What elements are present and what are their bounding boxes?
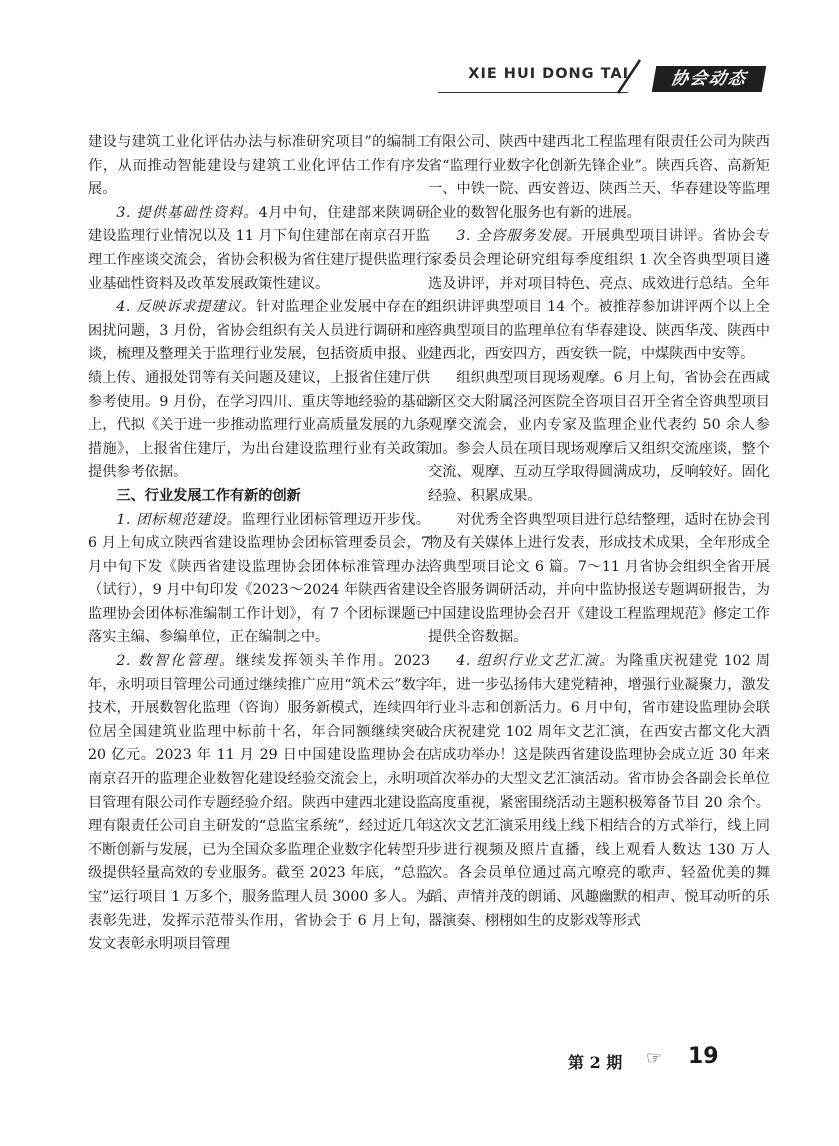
paragraph (428, 131, 770, 225)
header-title-cn: 协会动态 (652, 66, 767, 92)
header-slash-decoration (0, 0, 839, 120)
right-column (428, 131, 770, 933)
paragraph (88, 131, 430, 202)
header-title-en: XIE HUI DONG TAI (468, 66, 629, 82)
paragraph-text: 为隆重庆祝建党 102 周年，进一步弘扬伟大建党精神，增强行业凝聚力，激发行业斗志和创新活力。6 月中旬，省市建设监理协会联合庆祝建党 102 周年文艺汇演，在西安古都文化大酒店成功举办！这是陕西省建设监理协会成立近 30 年来首次举办的大型文艺汇演活动。省市协会各副会长单位高度重视，紧密围绕活动主题积极筹备节目 20 余个。这次文艺汇演采用线上线下相结合的方式举行，线上同步进行视频及照片直播，线上观看人数达 130 万人次。各会员单位通过高亢嘹亮的歌声、轻盈优美的舞蹈、声情并茂的朗诵、风趣幽默的相声、悦耳动听的乐器演奏、栩栩如生的皮影戏等形式 (428, 653, 771, 929)
left-column (88, 131, 430, 957)
paragraph-text: 对优秀全咨典型项目进行总结整理，适时在协会刊物及有关媒体上进行发表，形成技术成果，全年形成全咨典型项目论文 6 篇。7～11 月省协会组织全省开展全咨服务调研活动，并向中监协报送专题调研报告，为中国建设监理协会召开《建设工程监理规范》修定工作提供全咨数据。 (428, 511, 770, 646)
paragraph (88, 509, 430, 651)
section-heading (88, 485, 430, 509)
paragraph-text: 有限公司、陕西中建西北工程监理有限责任公司为陕西省“监理行业数字化创新先锋企业”。陕西兵咨、高新矩一、中铁一院、西安普迈、陕西兰天、华春建设等监理企业的数智化服务也有新的进展。 (428, 134, 770, 221)
paragraph-text: 针对监理企业发展中存在的困扰问题，3 月份，省协会组织有关人员进行调研和座谈，梳理及整理关于监理行业发展，包括资质申报、业绩上传、通报处罚等有关问题及建议，上报省住建厅供参考使用。9 月份，在学习四川、重庆等地经验的基础上，代拟《关于进一步推动监理行业高质量发展的九条措施》，上报省住建厅，为出台建设监理行业有关政策提供参考依据。 (88, 299, 430, 481)
paragraph (428, 650, 770, 933)
paragraph-lead: 3. 全咨服务发展。 (456, 228, 582, 245)
paragraph-text: 组织典型项目现场观摩。6 月上旬，省协会在西咸新区交大附属泾河医院全咨项目召开全省全咨典型项目观摩交流会，业内专家及监理企业代表约 50 余人参加。参会人员在项目现场观摩后又组织交流座谈，整个交流、观摩、互动互学取得圆满成功，反响较好。固化经验、积累成果。 (428, 369, 770, 504)
paragraph (88, 650, 430, 957)
paragraph-lead: 4. 反映诉求提建议。 (116, 299, 257, 316)
paragraph (88, 296, 430, 485)
paragraph-text: 4月中旬，住建部来陕调研建设监理行业情况以及 11 月下旬住建部在南京召开监理工作座谈交流会，省协会积极为省住建厅提供监理行业基础性资料及改革发展政策性建议。 (88, 204, 431, 292)
paragraph (428, 509, 770, 651)
paragraph-lead: 2. 数智化管理。 (116, 653, 236, 670)
paragraph-text: 监理行业团标管理迈开步伐。6 月上旬成立陕西省建设监理协会团标管理委员会，7 月中旬下发《陕西省建设监理协会团体标准管理办法（试行），9 月中旬印发《2023～2024 年陕西省建设监理协会团体标准编制工作计划》，有 7 个团标课题已落实主编、参编单位，正在编制之中。 (88, 511, 430, 646)
page-number: 19 (688, 1044, 719, 1069)
paragraph-text: 开展典型项目讲评。省协会专家委员会理论研究组每季度组织 1 次全咨典型项目遴选及讲评，并对项目特色、亮点、成效进行总结。全年组织讲评典型项目 14 个。被推荐参加讲评两个以上全咨典型项目的监理单位有华春建设、陕西华茂、陕西中建西北，西安四方，西安铁一院，中煤陕西中安等。 (428, 228, 770, 363)
paragraph-text: 建设与建筑工业化评估办法与标准研究项目”的编制工作，从而推动智能建设与建筑工业化评估工作有序发展。 (88, 134, 430, 198)
paragraph (428, 367, 770, 509)
paragraph-lead: 1. 团标规范建设。 (116, 511, 242, 528)
pointing-hand-icon: ☞ (646, 1048, 663, 1069)
paragraph (428, 225, 770, 367)
paragraph-lead: 4. 组织行业文艺汇演。 (456, 653, 615, 670)
section-heading-text: 三、行业发展工作有新的创新 (116, 487, 301, 504)
issue-label: 第 2 期 (568, 1053, 623, 1072)
paragraph (88, 202, 430, 296)
paragraph-text: 继续发挥领头羊作用。2023 年，永明项目管理公司通过继续推广应用“筑术云”数字技术，开展数智化监理（咨询）服务新模式，连续四年位居全国建筑业监理中标前十名，年合同额继续突破 20 亿元。2023 年 11 月 29 日中国建设监理协会在南京召开的监理企业数智化建设经验交流会上，永明项目管理有限公司作专题经验介绍。陕西中建西北建设监理有限责任公司自主研发的“总监宝系统”，经过近几年不断创新与发展，已为全国众多监理企业数字化转型升级提供轻量高效的专业服务。截至 2023 年底，“总监宝”运行项目 1 万多个，服务监理人员 3000 多人。为表彰先进，发挥示范带头作用，省协会于 6 月上旬，发文表彰永明项目管理 (88, 653, 431, 953)
paragraph-lead: 3. 提供基础性资料。 (116, 204, 259, 221)
